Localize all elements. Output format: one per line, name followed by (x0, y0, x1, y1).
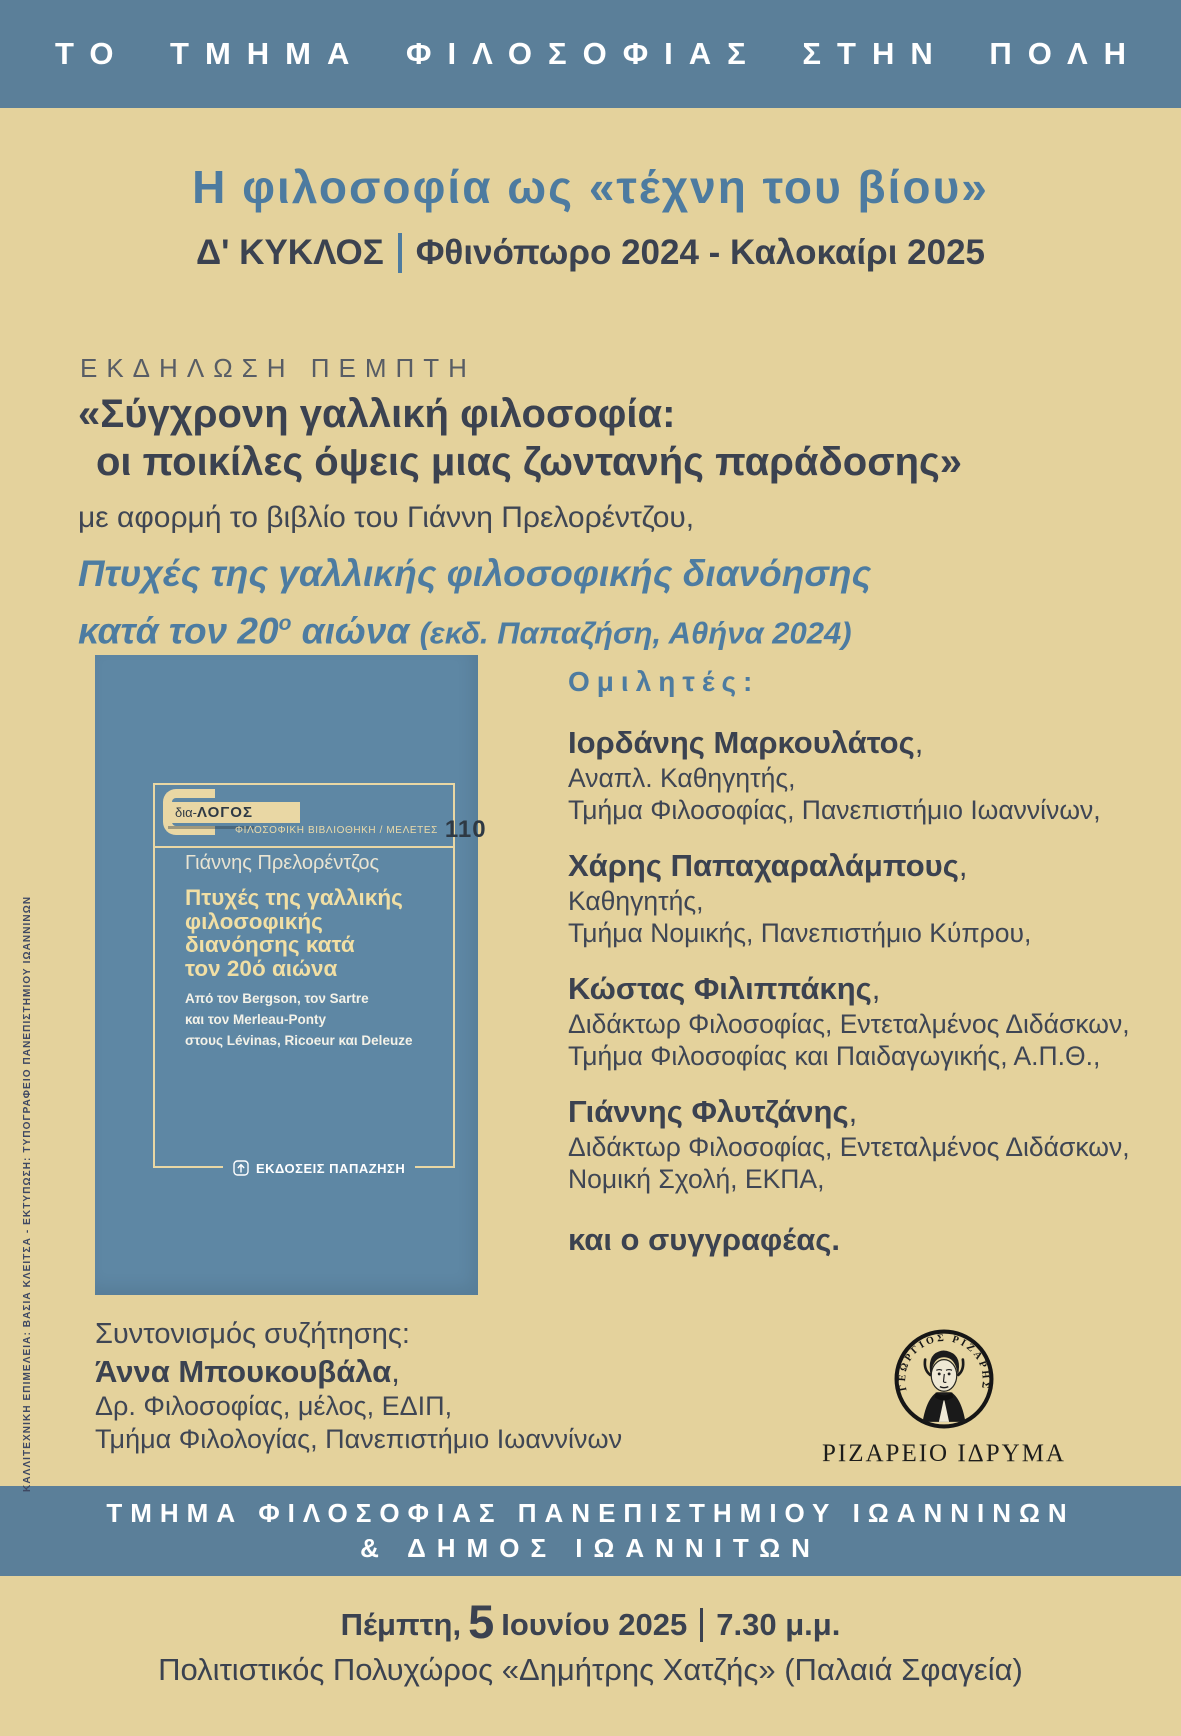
speakers-closing: και ο συγγραφέας. (568, 1222, 841, 1257)
book-series-label: ΦΙΛΟΣΟΦΙΚΗ ΒΙΒΛΙΟΘΗΚΗ / ΜΕΛΕΤΕΣ (235, 825, 438, 836)
book-author: Γιάννης Πρελορέντζος (185, 852, 380, 874)
top-banner-title: ΤΟ ΤΜΗΜΑ ΦΙΛΟΣΟΦΙΑΣ ΣΤΗΝ ΠΟΛΗ (54, 36, 1143, 71)
organizers-line2: & ΔΗΜΟΣ ΙΩΑΝΝΙΤΩΝ (360, 1533, 821, 1563)
speaker-details: Διδάκτωρ Φιλοσοφίας, Εντεταλμένος Διδάσκων, Νομική Σχολή, ΕΚΠΑ, (568, 1132, 1130, 1194)
superscript-o: ο (278, 612, 292, 635)
speaker-details: Αναπλ. Καθηγητής, Τμήμα Φιλοσοφίας, Πανεπιστήμιο Ιωαννίνων, (568, 763, 1101, 825)
moderation-label: Συντονισμός συζήτησης: (95, 1318, 410, 1350)
book-series-row (235, 816, 487, 844)
moderation-section (95, 1316, 622, 1456)
speaker-details: Διδάκτωρ Φιλοσοφίας, Εντεταλμένος Διδάσκων, Τμήμα Φιλοσοφίας και Παιδαγωγικής, Α.Π.Θ., (568, 1009, 1130, 1071)
cycle-label: Δ' ΚΥΚΛΟΣ (195, 233, 384, 272)
svg-text:ΓΕΩΡΓΙΟΣ ΡΙΖΑΡΗΣ: ΓΕΩΡΓΙΟΣ ΡΙΖΑΡΗΣ (897, 1332, 992, 1392)
book-cover-header-divider (153, 846, 455, 848)
divider-bar (398, 233, 402, 273)
organizers-line1: ΤΜΗΜΑ ΦΙΛΟΣΟΦΙΑΣ ΠΑΝΕΠΙΣΤΗΜΙΟΥ ΙΩΑΝΝΙΝΩΝ (106, 1498, 1075, 1528)
book-subtitle: Από τον Bergson, τον Sartre και τον Merleau-Ponty στους Lévinas, Ricoeur και Deleuze (185, 991, 413, 1048)
top-banner (0, 0, 1181, 108)
event-number-label: ΕΚΔΗΛΩΣΗ ΠΕΜΠΤΗ (80, 353, 476, 383)
event-venue: Πολιτιστικός Πολυχώρος «Δημήτρης Χατζής» (Παλαιά Σφαγεία) (158, 1652, 1023, 1687)
date-day-number: 5 (468, 1595, 495, 1648)
series-title: Η φιλοσοφία ως «τέχνη του βίου» (192, 161, 989, 213)
event-time: 7.30 μ.μ. (716, 1607, 841, 1642)
date-month-year: Ιουνίου 2025 (501, 1607, 688, 1642)
speaker-details: Καθηγητής, Τμήμα Νομικής, Πανεπιστήμιο Κύπρου, (568, 886, 1032, 948)
event-occasion: με αφορμή το βιβλίο του Γιάννη Πρελορέντζου, (78, 501, 695, 534)
season-label: Φθινόπωρο 2024 - Καλοκαίρι 2025 (415, 233, 986, 272)
foundation-name: ΡΙΖΑΡΕΙΟ ΙΔΡΥΜΑ (821, 1440, 1066, 1467)
speaker-item (568, 970, 1153, 1072)
book-publisher-label: ΕΚΔΟΣΕΙΣ ΠΑΠΑΖΗΣΗ (256, 1160, 406, 1176)
event-title-line1: «Σύγχρονη γαλλική φιλοσοφία: (78, 392, 676, 436)
speakers-heading: Ομιλητές: (568, 666, 760, 697)
moderator-name: Άννα Μπουκουβάλα, (95, 1354, 400, 1389)
production-credit-vertical: ΚΑΛΛΙΤΕΧΝΙΚΗ ΕΠΙΜΕΛΕΙΑ: ΒΑΣΙΑ ΚΛΕΙΤΣΑ - ΕΚΤΥΠΩΣΗ: ΤΥΠΟΓΡΑΦΕΙΟ ΠΑΝΕΠΙΣΤΗΜΙΟΥ ΙΩΑΝΝΙΝΩΝ (22, 895, 33, 1492)
event-title (78, 390, 962, 486)
speaker-item (568, 1093, 1153, 1195)
cycle-season-line (0, 233, 1181, 273)
book-cover (95, 655, 487, 1295)
papazisis-logo-icon (233, 1160, 249, 1176)
book-title: Πτυχές της γαλλικής φιλοσοφικής διανόησης κατά τον 20ό αιώνα (185, 885, 403, 981)
organizers-band (0, 1486, 1181, 1576)
date-weekday: Πέμπτη, (340, 1607, 462, 1642)
speaker-item (568, 724, 1153, 826)
publisher-note: (εκδ. Παπαζήση, Αθήνα 2024) (419, 615, 852, 651)
speaker-name: Χάρης Παπαχαραλάμπους, (568, 848, 968, 883)
speaker-name: Γιάννης Φλυτζάνης, (568, 1094, 858, 1129)
book-series-number: 110 (444, 816, 487, 843)
speaker-name: Κώστας Φιλιππάκης, (568, 971, 881, 1006)
speaker-item (568, 847, 1153, 949)
book-publisher (223, 1157, 415, 1179)
speaker-name: Ιορδάνης Μαρκουλάτος, (568, 725, 924, 760)
dialogos-logo-small-text: δια- (175, 805, 197, 820)
event-title-line2: οι ποικίλες όψεις μιας ζωντανής παράδοσης» (96, 440, 963, 484)
book-reference-line2: κατά τον $20^o$ αιώνα (εκδ. Παπαζήση, Αθήνα 2024) (78, 610, 852, 652)
book-reference-line1: Πτυχές της γαλλικής φιλοσοφικής διανόησης (78, 553, 872, 594)
event-date-line (0, 1594, 1181, 1649)
rizareio-foundation-logo (794, 1328, 1094, 1468)
moderator-details: Δρ. Φιλοσοφίας, μέλος, ΕΔΙΠ, Τμήμα Φιλολογίας, Πανεπιστήμιο Ιωαννίνων (95, 1391, 623, 1454)
dialogos-logo-bold-text: ΛΟΓΟΣ (196, 804, 253, 821)
speakers-section (568, 666, 1153, 1258)
rizaris-portrait-icon (893, 1328, 995, 1430)
book-reference (78, 549, 871, 658)
divider-bar (700, 1608, 703, 1642)
